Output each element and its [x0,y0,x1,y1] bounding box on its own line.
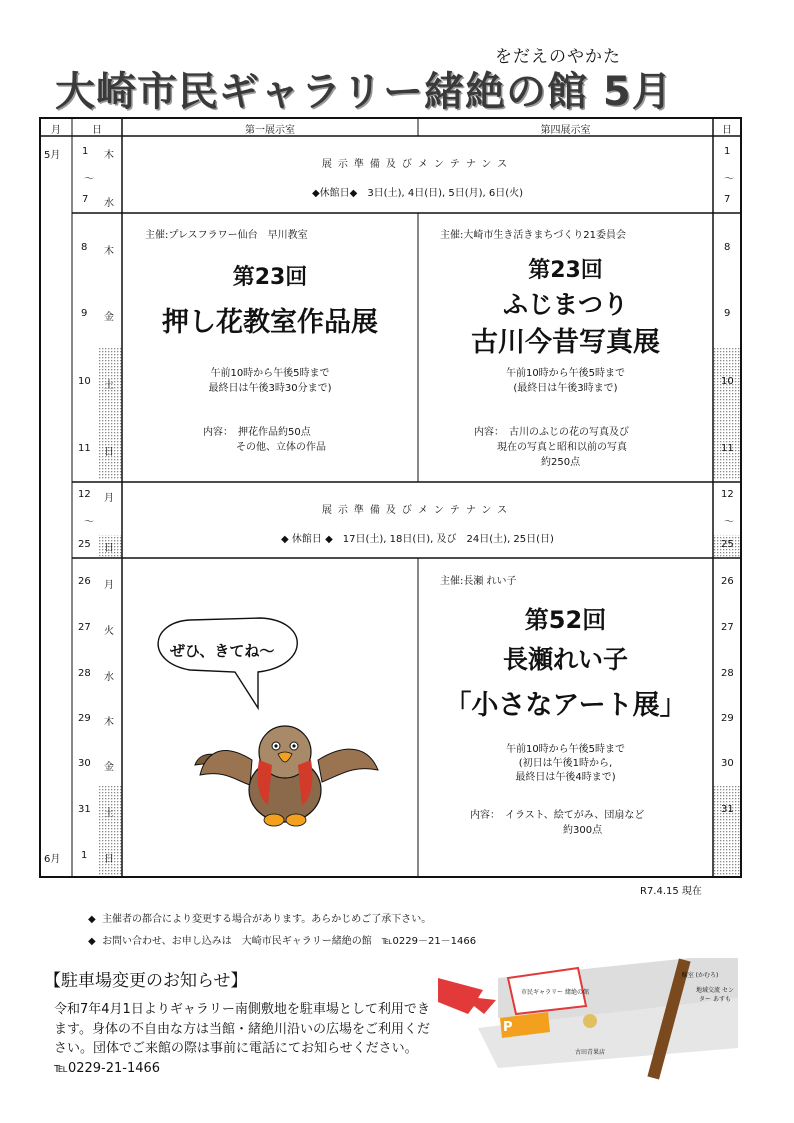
weekday: 日 [104,543,114,554]
weekday: 日 [104,854,114,865]
expo1-title: 押し花教室作品展 [162,307,378,338]
expo2-host: 主催:大崎市生き活きまちづくり21委員会 [440,230,626,241]
range-tilde: 〜 [724,517,734,528]
mascot-illustration [140,600,410,840]
note-text: お問い合わせ、お申し込みは 大崎市民ギャラリー緒絶の館 ℡0229－21－1466 [102,936,477,947]
maintenance-label: 展示準備及びメンテナンス [321,159,514,170]
right-day-number: 27 [721,622,734,633]
weekday: 木 [104,717,114,728]
day-number: 28 [78,668,91,679]
weekday: 金 [104,312,114,323]
map-parking-label: P [503,1020,513,1035]
expo2-content-3: 約250点 [541,457,581,468]
expo1-content-2: その他、立体の作品 [236,442,326,453]
speech-bubble-text: ぜひ、きてね〜 [170,642,275,660]
expo3-content: 内容： イラスト、絵てがみ、団扇など [470,810,645,821]
right-day-number: 30 [721,758,734,769]
weekday: 土 [104,380,114,391]
weekday: 火 [104,626,114,637]
right-day-number: 29 [721,713,734,724]
expo2-hours-note: (最終日は午後3時まで) [513,383,618,394]
day-number: 27 [78,622,91,633]
right-day-number: 1 [724,146,731,157]
weekday: 日 [104,447,114,458]
expo2-title: ふじまつり [502,290,628,319]
right-day-number: 11 [721,443,734,454]
header-room4: 第四展示室 [540,125,591,136]
expo3-edition: 第52回 [524,606,607,634]
expo3-content-2: 約300点 [563,825,603,836]
expo3-hours: 午前10時から午後5時まで [505,744,626,755]
closed-days: ◆休館日◆ 3日(土), 4日(日), 5日(月), 6日(火) [311,188,524,199]
right-day-number: 31 [721,804,734,815]
parking-notice-title: 【駐車場変更のお知らせ】 [44,971,248,991]
header-day: 日 [92,125,102,136]
header-right-day: 日 [722,125,732,136]
expo1-edition: 第23回 [232,265,308,290]
page-title: 大崎市民ギャラリー緒絶の館 5月 [55,69,673,115]
day-number: 9 [81,308,88,319]
closed-days: ◆ 休館日 ◆ 17日(土), 18日(日), 及び 24日(土), 25日(日) [281,534,554,545]
day-number: 1 [81,850,88,861]
weekday: 土 [104,808,114,819]
day-number: 10 [78,376,91,387]
weekday: 水 [104,672,114,683]
note-item: ◆ お問い合わせ、お申し込みは 大崎市民ギャラリー緒絶の館 ℡0229－21－1466 [88,936,477,947]
expo2-hours: 午前10時から午後5時まで [505,368,626,379]
expo3-hours-note: (初日は午後1時から, [518,758,613,769]
right-day-number: 12 [721,489,734,500]
day-number: 31 [78,804,91,815]
expo2-subtitle: 古川今昔写真展 [471,327,660,358]
title-ruby: をだえのやかた [495,47,621,67]
expo1-host: 主催:プレスフラワー仙台 早川教室 [145,230,308,241]
weekday: 金 [104,762,114,773]
weekday: 月 [104,580,114,591]
right-day-number: 9 [724,308,731,319]
day-number: 30 [78,758,91,769]
maintenance-label: 展示準備及びメンテナンス [321,505,514,516]
note-text: 主催者の都合により変更する場合があります。あらかじめご了承下さい。 [102,914,432,925]
expo2-content: 内容： 古川のふじの花の写真及び [474,427,629,438]
expo2-content-2: 現在の写真と昭和以前の写真 [497,442,627,453]
weekday: 木 [104,150,114,161]
header-month: 月 [51,125,61,136]
map-shop-label: 古田青果店 [575,1049,606,1056]
weekday: 月 [104,493,114,504]
expo3-host: 主催:長瀬 れい子 [440,576,517,587]
parking-notice-body: 令和7年4月1日よりギャラリー南側敷地を駐車場として利用できます。身体の不自由な方は当館・緒絶川沿いの広場をご利用ください。団体でご来館の際は事前に電話にてお知らせください。℡0229-21-1466 [54,1002,430,1076]
expo3-title: 長瀬れい子 [502,645,628,674]
expo1-content: 内容： 押花作品約50点 [203,427,311,438]
right-day-number: 7 [724,194,731,205]
right-day-number: 25 [721,539,734,550]
map-gallery-label: 市民ギャラリー 緒絶の館 [521,989,589,996]
right-day-number: 10 [721,376,734,387]
weekday: 木 [104,246,114,257]
day-number: 26 [78,576,91,587]
map-place1-label: 醸室 (かむろ) [681,972,719,979]
note-item: ◆ 主催者の都合により変更する場合があります。あらかじめご了承下さい。 [88,914,432,925]
expo2-edition: 第23回 [528,258,603,283]
range-tilde: 〜 [84,174,94,185]
expo1-hours-note: 最終日は午後3時30分まで) [208,383,332,394]
expo3-subtitle: 「小さなアート展」 [444,690,687,721]
day-number: 11 [78,443,91,454]
day-number: 12 [78,489,91,500]
as-of-date: R7.4.15 現在 [640,886,702,897]
expo1-hours: 午前10時から午後5時まで [210,368,330,379]
header-room1: 第一展示室 [245,125,295,136]
weekday: 水 [104,198,114,209]
map-place2-label: 地域交流 センター あすも [696,987,734,1003]
expo3-hours-note-2: 最終日は午後4時まで) [515,772,616,783]
day-number: 8 [81,242,88,253]
month-june: 6月 [44,854,61,865]
day-number: 29 [78,713,91,724]
day-number: 25 [78,539,91,550]
right-day-number: 26 [721,576,734,587]
range-tilde: 〜 [724,174,734,185]
range-tilde: 〜 [84,517,94,528]
day-number: 1 [82,146,89,157]
month-may: 5月 [44,150,61,161]
right-day-number: 8 [724,242,731,253]
right-day-number: 28 [721,668,734,679]
day-number: 7 [82,194,89,205]
